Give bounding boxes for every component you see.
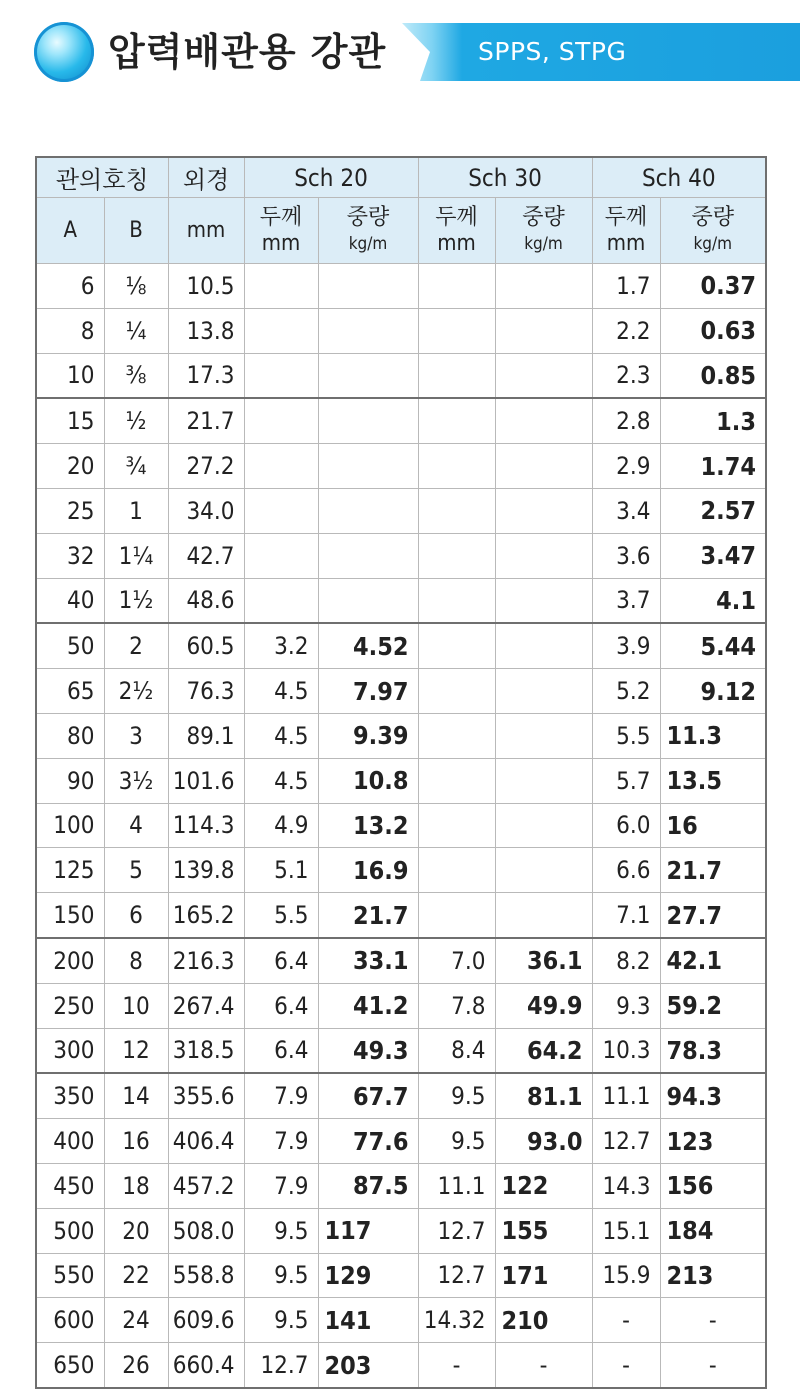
cell-s30t: 7.8 (418, 983, 495, 1028)
cell-b: 18 (104, 1163, 168, 1208)
cell-s30w (495, 713, 592, 758)
cell-a: 400 (36, 1119, 104, 1164)
cell-s30w (495, 623, 592, 668)
pipe-spec-table (35, 156, 767, 1389)
cell-s20w: 49.3 (318, 1028, 418, 1073)
cell-b: 8 (104, 938, 168, 983)
cell-a: 100 (36, 803, 104, 848)
page-subtitle: SPPS, STPG (478, 37, 627, 66)
cell-od: 355.6 (168, 1073, 244, 1118)
header-b: B (104, 198, 168, 264)
cell-od: 48.6 (168, 578, 244, 623)
header-a: A (36, 198, 104, 264)
header-sch30: Sch 30 (418, 157, 592, 198)
cell-s30t (418, 848, 495, 893)
cell-s40w: 156 (660, 1163, 766, 1208)
cell-b: 3½ (104, 758, 168, 803)
cell-s30w (495, 893, 592, 938)
header-sch20-weight: 중량 kg/m (318, 198, 418, 264)
cell-s20t (244, 308, 318, 353)
cell-s20t: 4.9 (244, 803, 318, 848)
cell-s40t: 15.9 (592, 1253, 660, 1298)
table-row (36, 623, 766, 668)
cell-b: 5 (104, 848, 168, 893)
cell-s40w: 42.1 (660, 938, 766, 983)
cell-s30t (418, 398, 495, 443)
cell-s40w: 11.3 (660, 713, 766, 758)
cell-s20t: 6.4 (244, 983, 318, 1028)
cell-s20w (318, 353, 418, 398)
cell-s30t: - (418, 1343, 495, 1388)
cell-a: 25 (36, 488, 104, 533)
cell-od: 34.0 (168, 488, 244, 533)
table-row (36, 308, 766, 353)
cell-s40w: 184 (660, 1208, 766, 1253)
cell-b: ½ (104, 398, 168, 443)
cell-s40w: 0.37 (660, 264, 766, 309)
cell-a: 20 (36, 444, 104, 489)
table-row (36, 848, 766, 893)
cell-s30w: 171 (495, 1253, 592, 1298)
cell-s20t: 5.5 (244, 893, 318, 938)
cell-a: 600 (36, 1298, 104, 1343)
cell-od: 508.0 (168, 1208, 244, 1253)
cell-s30w (495, 758, 592, 803)
cell-a: 125 (36, 848, 104, 893)
cell-s20t: 5.1 (244, 848, 318, 893)
cell-s40w: 78.3 (660, 1028, 766, 1073)
cell-s20t: 9.5 (244, 1253, 318, 1298)
cell-s30t (418, 353, 495, 398)
table-row (36, 1073, 766, 1118)
cell-s20w: 129 (318, 1253, 418, 1298)
cell-s40t: 12.7 (592, 1119, 660, 1164)
cell-a: 6 (36, 264, 104, 309)
cell-b: 12 (104, 1028, 168, 1073)
table-row (36, 803, 766, 848)
cell-s30t: 12.7 (418, 1253, 495, 1298)
table-body (36, 264, 766, 1388)
cell-s40t: 2.9 (592, 444, 660, 489)
cell-s20w: 9.39 (318, 713, 418, 758)
cell-od: 318.5 (168, 1028, 244, 1073)
cell-s40w: 13.5 (660, 758, 766, 803)
cell-s20t: 6.4 (244, 1028, 318, 1073)
cell-a: 500 (36, 1208, 104, 1253)
cell-s30t (418, 444, 495, 489)
header-nominal: 관의호칭 (36, 157, 168, 198)
cell-s30w (495, 398, 592, 443)
cell-s30w (495, 578, 592, 623)
cell-s40w: 1.74 (660, 444, 766, 489)
cell-s30t (418, 803, 495, 848)
cell-s30t: 14.32 (418, 1298, 495, 1343)
cell-b: 2 (104, 623, 168, 668)
table-row (36, 758, 766, 803)
cell-b: ⅜ (104, 353, 168, 398)
cell-s20w: 77.6 (318, 1119, 418, 1164)
header-sch30-thickness: 두께 mm (418, 198, 495, 264)
cell-s20w: 117 (318, 1208, 418, 1253)
cell-s20t: 9.5 (244, 1208, 318, 1253)
cell-s30w: 49.9 (495, 983, 592, 1028)
cell-s20w: 7.97 (318, 669, 418, 714)
cell-b: 14 (104, 1073, 168, 1118)
cell-a: 150 (36, 893, 104, 938)
cell-s20t (244, 533, 318, 578)
cell-b: 10 (104, 983, 168, 1028)
cell-od: 17.3 (168, 353, 244, 398)
table-row (36, 983, 766, 1028)
cell-s30w (495, 848, 592, 893)
cell-s40w: - (660, 1343, 766, 1388)
cell-s40t: 11.1 (592, 1073, 660, 1118)
cell-s40w: 4.1 (660, 578, 766, 623)
cell-s30w: 155 (495, 1208, 592, 1253)
cell-s30w: 81.1 (495, 1073, 592, 1118)
cell-a: 250 (36, 983, 104, 1028)
cell-od: 457.2 (168, 1163, 244, 1208)
cell-s40w: 3.47 (660, 533, 766, 578)
cell-a: 10 (36, 353, 104, 398)
cell-s30t: 7.0 (418, 938, 495, 983)
cell-s40w: 9.12 (660, 669, 766, 714)
cell-s40t: 14.3 (592, 1163, 660, 1208)
cell-s40t: 2.3 (592, 353, 660, 398)
cell-s30w (495, 488, 592, 533)
cell-s40w: 0.85 (660, 353, 766, 398)
cell-s40t: 6.0 (592, 803, 660, 848)
cell-s40w: 16 (660, 803, 766, 848)
cell-s20w: 67.7 (318, 1073, 418, 1118)
cell-b: 1 (104, 488, 168, 533)
cell-s20t: 4.5 (244, 669, 318, 714)
cell-s30t (418, 893, 495, 938)
cell-s30t (418, 308, 495, 353)
cell-s30t (418, 488, 495, 533)
cell-od: 89.1 (168, 713, 244, 758)
cell-od: 114.3 (168, 803, 244, 848)
cell-b: 24 (104, 1298, 168, 1343)
cell-b: 6 (104, 893, 168, 938)
blue-orb-icon (34, 22, 94, 82)
table-row (36, 578, 766, 623)
table-row (36, 353, 766, 398)
cell-s40t: 5.7 (592, 758, 660, 803)
cell-s20t: 7.9 (244, 1163, 318, 1208)
table-row (36, 1163, 766, 1208)
cell-a: 40 (36, 578, 104, 623)
cell-a: 80 (36, 713, 104, 758)
table-row (36, 1253, 766, 1298)
cell-od: 609.6 (168, 1298, 244, 1343)
cell-s30w (495, 264, 592, 309)
cell-s20t (244, 264, 318, 309)
cell-s40t: 15.1 (592, 1208, 660, 1253)
table-row (36, 669, 766, 714)
cell-b: 3 (104, 713, 168, 758)
cell-b: 22 (104, 1253, 168, 1298)
cell-s40w: 2.57 (660, 488, 766, 533)
cell-s40w: 1.3 (660, 398, 766, 443)
cell-od: 42.7 (168, 533, 244, 578)
cell-b: 1¼ (104, 533, 168, 578)
cell-s40w: 123 (660, 1119, 766, 1164)
cell-s40t: 3.7 (592, 578, 660, 623)
cell-s40t: - (592, 1298, 660, 1343)
cell-s30w: 210 (495, 1298, 592, 1343)
header-sch40-weight: 중량 kg/m (660, 198, 766, 264)
cell-od: 76.3 (168, 669, 244, 714)
cell-s40w: 59.2 (660, 983, 766, 1028)
cell-s20w: 4.52 (318, 623, 418, 668)
cell-s40t: 1.7 (592, 264, 660, 309)
header-sch40: Sch 40 (592, 157, 766, 198)
cell-s40t: 3.9 (592, 623, 660, 668)
cell-s20w: 16.9 (318, 848, 418, 893)
cell-s30w: 93.0 (495, 1119, 592, 1164)
cell-od: 660.4 (168, 1343, 244, 1388)
cell-s20w (318, 444, 418, 489)
cell-od: 139.8 (168, 848, 244, 893)
cell-s30t: 9.5 (418, 1119, 495, 1164)
table-row (36, 938, 766, 983)
cell-b: 26 (104, 1343, 168, 1388)
cell-a: 50 (36, 623, 104, 668)
cell-s40t: 5.2 (592, 669, 660, 714)
cell-s30t (418, 533, 495, 578)
cell-s20w (318, 398, 418, 443)
cell-s20w: 10.8 (318, 758, 418, 803)
cell-a: 350 (36, 1073, 104, 1118)
cell-a: 300 (36, 1028, 104, 1073)
cell-s30t: 8.4 (418, 1028, 495, 1073)
cell-s20t (244, 488, 318, 533)
cell-s20t: 4.5 (244, 713, 318, 758)
cell-s20w (318, 578, 418, 623)
cell-od: 558.8 (168, 1253, 244, 1298)
cell-s40w: - (660, 1298, 766, 1343)
cell-s30t (418, 578, 495, 623)
table-row (36, 264, 766, 309)
header-sch40-thickness: 두께 mm (592, 198, 660, 264)
cell-b: 2½ (104, 669, 168, 714)
page-header (34, 20, 766, 84)
cell-s30t: 11.1 (418, 1163, 495, 1208)
cell-s20w: 21.7 (318, 893, 418, 938)
cell-s20t: 7.9 (244, 1119, 318, 1164)
cell-s40t: 7.1 (592, 893, 660, 938)
cell-b: 4 (104, 803, 168, 848)
cell-s20t: 3.2 (244, 623, 318, 668)
cell-s20w: 13.2 (318, 803, 418, 848)
cell-s40t: 3.4 (592, 488, 660, 533)
cell-s30w: 64.2 (495, 1028, 592, 1073)
cell-s30w: 122 (495, 1163, 592, 1208)
cell-od: 27.2 (168, 444, 244, 489)
cell-a: 90 (36, 758, 104, 803)
table-row (36, 1208, 766, 1253)
header-sch20-thickness: 두께 mm (244, 198, 318, 264)
cell-s40t: 3.6 (592, 533, 660, 578)
table-row (36, 713, 766, 758)
cell-s30w (495, 803, 592, 848)
cell-s40t: 2.8 (592, 398, 660, 443)
cell-s40w: 21.7 (660, 848, 766, 893)
cell-s20t (244, 578, 318, 623)
page-title: 압력배관용 강관 (108, 30, 387, 74)
cell-s30w (495, 308, 592, 353)
cell-s20t: 12.7 (244, 1343, 318, 1388)
cell-s20w: 87.5 (318, 1163, 418, 1208)
cell-od: 10.5 (168, 264, 244, 309)
cell-s40w: 94.3 (660, 1073, 766, 1118)
cell-s20w (318, 533, 418, 578)
cell-od: 267.4 (168, 983, 244, 1028)
cell-s30t: 12.7 (418, 1208, 495, 1253)
cell-s40w: 0.63 (660, 308, 766, 353)
table-row (36, 1343, 766, 1388)
cell-s30w (495, 353, 592, 398)
header-od-unit: mm (168, 198, 244, 264)
cell-s30t (418, 713, 495, 758)
cell-s40t: 8.2 (592, 938, 660, 983)
cell-b: 20 (104, 1208, 168, 1253)
table-row (36, 398, 766, 443)
cell-a: 32 (36, 533, 104, 578)
cell-s40t: 5.5 (592, 713, 660, 758)
table-row (36, 1119, 766, 1164)
cell-b: ¾ (104, 444, 168, 489)
cell-s30w: - (495, 1343, 592, 1388)
cell-b: 16 (104, 1119, 168, 1164)
header-sch30-weight: 중량 kg/m (495, 198, 592, 264)
cell-a: 15 (36, 398, 104, 443)
cell-b: 1½ (104, 578, 168, 623)
cell-a: 200 (36, 938, 104, 983)
table-row (36, 1298, 766, 1343)
cell-s30t: 9.5 (418, 1073, 495, 1118)
cell-s20t (244, 353, 318, 398)
cell-s20t: 4.5 (244, 758, 318, 803)
table-row (36, 1028, 766, 1073)
cell-od: 165.2 (168, 893, 244, 938)
cell-s30w (495, 669, 592, 714)
cell-s40w: 5.44 (660, 623, 766, 668)
cell-s20t: 6.4 (244, 938, 318, 983)
cell-s40t: 9.3 (592, 983, 660, 1028)
table-row (36, 893, 766, 938)
cell-s20w: 33.1 (318, 938, 418, 983)
cell-od: 60.5 (168, 623, 244, 668)
cell-s30t (418, 669, 495, 714)
header-od: 외경 (168, 157, 244, 198)
cell-od: 216.3 (168, 938, 244, 983)
cell-s20w (318, 488, 418, 533)
cell-s30w (495, 533, 592, 578)
cell-s30t (418, 758, 495, 803)
cell-s40t: - (592, 1343, 660, 1388)
table-row (36, 533, 766, 578)
cell-s20t: 7.9 (244, 1073, 318, 1118)
cell-s20w: 41.2 (318, 983, 418, 1028)
cell-s20w: 141 (318, 1298, 418, 1343)
cell-a: 550 (36, 1253, 104, 1298)
table-row (36, 444, 766, 489)
cell-s20t (244, 444, 318, 489)
cell-s30t (418, 623, 495, 668)
cell-s20t: 9.5 (244, 1298, 318, 1343)
cell-s40t: 6.6 (592, 848, 660, 893)
cell-s20t (244, 398, 318, 443)
cell-s20w (318, 264, 418, 309)
table-row (36, 488, 766, 533)
cell-a: 65 (36, 669, 104, 714)
header-sch20: Sch 20 (244, 157, 418, 198)
cell-a: 450 (36, 1163, 104, 1208)
cell-s30t (418, 264, 495, 309)
cell-s20w: 203 (318, 1343, 418, 1388)
cell-s30w: 36.1 (495, 938, 592, 983)
cell-s40t: 2.2 (592, 308, 660, 353)
cell-od: 101.6 (168, 758, 244, 803)
cell-s40t: 10.3 (592, 1028, 660, 1073)
cell-od: 406.4 (168, 1119, 244, 1164)
cell-b: ¼ (104, 308, 168, 353)
cell-s40w: 27.7 (660, 893, 766, 938)
cell-b: ⅛ (104, 264, 168, 309)
cell-s20w (318, 308, 418, 353)
cell-od: 13.8 (168, 308, 244, 353)
cell-s30w (495, 444, 592, 489)
cell-a: 8 (36, 308, 104, 353)
cell-od: 21.7 (168, 398, 244, 443)
cell-s40w: 213 (660, 1253, 766, 1298)
cell-a: 650 (36, 1343, 104, 1388)
